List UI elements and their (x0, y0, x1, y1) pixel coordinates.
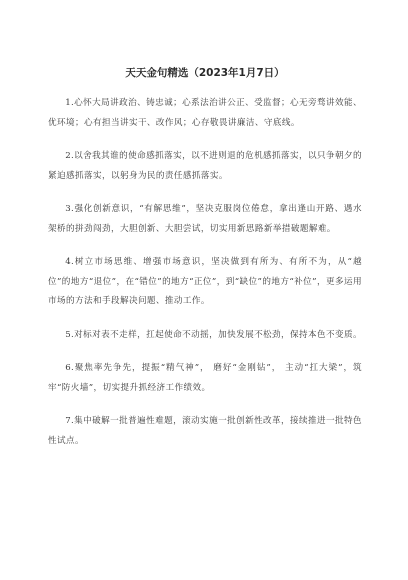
paragraph-6: 6.聚焦率先争先，提振“精气神”， 磨好“金刚钻”， 主动“扛大梁”，筑牢“防火墙”，切实提升抓经济工作绩效。 (48, 363, 362, 393)
paragraph-5: 5.对标对表不走样，扛起使命不动摇，加快发展不松劲，保持本色不变质。 (65, 329, 362, 340)
paragraph-4: 4.树立市场思维、增强市场意识，坚决做到有所为、有所不为，从“越位”的地方“退位”，在“错位”的地方“正位”，到“缺位”的地方“补位”，更多运用市场的方法和手段解决问题、推动工作。 (48, 257, 362, 306)
paragraph-3: 3.强化创新意识，“有解思维”，坚决克服岗位倦怠，拿出逢山开路、遇水架桥的拼劲闯劲，大胆创新、大胆尝试，切实用新思路新举措破题解难。 (48, 204, 362, 234)
paragraph-7: 7.集中破解一批普遍性难题，滚动实施一批创新性改革，接续推进一批特色性试点。 (48, 416, 362, 446)
paragraph-1: 1.心怀大局讲政治、铸忠诚；心系法治讲公正、受监督；心无旁骛讲效能、优环境；心有担当讲实干、改作风；心存敬畏讲廉洁、守底线。 (48, 98, 362, 128)
paragraph-2: 2.以舍我其谁的使命感抓落实，以不进则退的危机感抓落实，以只争朝夕的紧迫感抓落实，以躬身为民的责任感抓落实。 (48, 151, 362, 181)
document-title: 天天金句精选（2023年1月7日） (125, 67, 285, 79)
